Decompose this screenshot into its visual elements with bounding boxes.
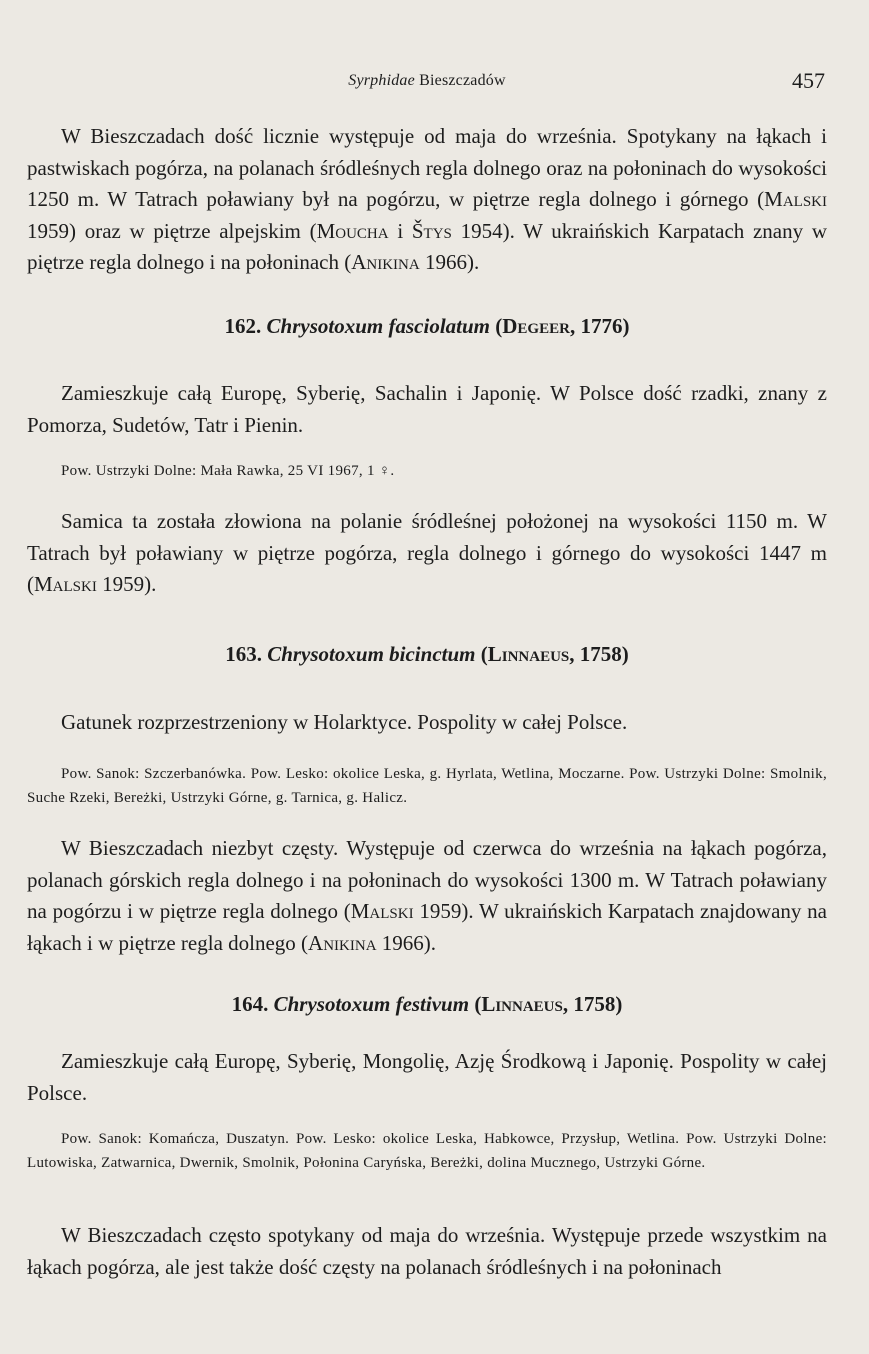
author-citation: Anikina — [351, 250, 420, 274]
paragraph-distribution-163: Gatunek rozprzestrzeniony w Holarktyce. Pospolity w całej Polsce. — [61, 710, 628, 734]
author-citation: Malski — [764, 187, 827, 211]
author-citation: Malski — [34, 572, 97, 596]
species-author: Linnaeus — [487, 642, 570, 666]
paragraph-notes-163: W Bieszczadach niezbyt częsty. Występuje od czerwca do września na łąkach pogórza, polanach górskich regla dolnego i na połoninach do wysokości 1300 m. W Tatrach poławiany na pogórzu i w piętrze regla dolnego (Malski 1959). W ukraińskich Karpatach znajdowany na łąkach i w piętrze regla dolnego (Anikina 1966). — [27, 836, 827, 955]
species-name: Chrysotoxum bicinctum — [267, 642, 476, 666]
species-name: Chrysotoxum fasciolatum — [266, 314, 490, 338]
paragraph-distribution-162: Zamieszkuje całą Europę, Syberię, Sachalin i Japonię. W Polsce dość rzadki, znany z Pomorza, Sudetów, Tatr i Pienin. — [27, 381, 827, 437]
paragraph-notes-164: W Bieszczadach często spotykany od maja do września. Występuje przede wszystkim na łąkach pogórza, ale jest także dość częsty na polanach śródleśnych i na połoninach — [27, 1223, 827, 1279]
family-name: Syrphidae — [348, 72, 415, 89]
author-citation: Moucha — [316, 218, 389, 243]
paragraph-distribution-164: Zamieszkuje całą Europę, Syberię, Mongolię, Azję Środkową i Japonię. Pospolity w całej Polsce. — [27, 1049, 827, 1105]
running-head-title — [27, 72, 827, 90]
species-heading-162: 162. Chrysotoxum fasciolatum (Degeer, 1776) — [224, 314, 630, 338]
author-citation: Štys — [411, 218, 452, 243]
species-name: Chrysotoxum festivum — [273, 992, 470, 1016]
page-number: 457 — [792, 68, 825, 93]
species-heading-163: 163. Chrysotoxum bicinctum (Linnaeus, 1758) — [225, 642, 629, 666]
species-heading-164: 164. Chrysotoxum festivum (Linnaeus, 1758) — [231, 992, 623, 1016]
running-head — [27, 68, 827, 98]
species-author: Linnaeus — [481, 992, 563, 1016]
record-list-163: Pow. Sanok: Szczerbanówka. Pow. Lesko: okolice Leska, g. Hyrlata, Wetlina, Moczarne. Pow. Ustrzyki Dolne: Smolnik, Suche Rzeki, Bereżki, Ustrzyki Górne, g. Tarnica, g. Halicz. — [27, 766, 827, 806]
record-list-162: Pow. Ustrzyki Dolne: Mała Rawka, 25 VI 1967, 1 ♀. — [61, 463, 395, 479]
paragraph-notes-162: Samica ta została złowiona na polanie śródleśnej położonej na wysokości 1150 m. W Tatrach był poławiany w piętrze pogórza, regla dolnego i górnego do wysokości 1447 m (Malski 1959). — [27, 509, 827, 596]
record-list-164: Pow. Sanok: Komańcza, Duszatyn. Pow. Lesko: okolice Leska, Habkowce, Przysłup, Wetlina. Pow. Ustrzyki Dolne: Lutowiska, Zatwarnica, Dwernik, Smolnik, Połonina Caryńska, Bereżki, dolina Mucznego, Ustrzyki Górne. — [27, 1131, 827, 1171]
author-citation: Malski — [350, 899, 414, 923]
species-author: Degeer — [502, 314, 570, 338]
paragraph-intro: W Bieszczadach dość licznie występuje od maja do września. Spotykany na łąkach i pastwiskach pogórza, na polanach śródleśnych regla dolnego oraz na połoninach do wysokości 1250 m. W Tatrach poławiany był na pogórzu, w piętrze regla dolnego i górnego (Malski 1959) oraz w piętrze alpejskim (Moucha i Štys 1954). W ukraińskich Karpatach znany w piętrze regla dolnego i na połoninach (Anikina 1966). — [27, 124, 827, 274]
author-citation: Anikina — [308, 930, 377, 955]
region-name: Bieszczadów — [419, 72, 506, 89]
